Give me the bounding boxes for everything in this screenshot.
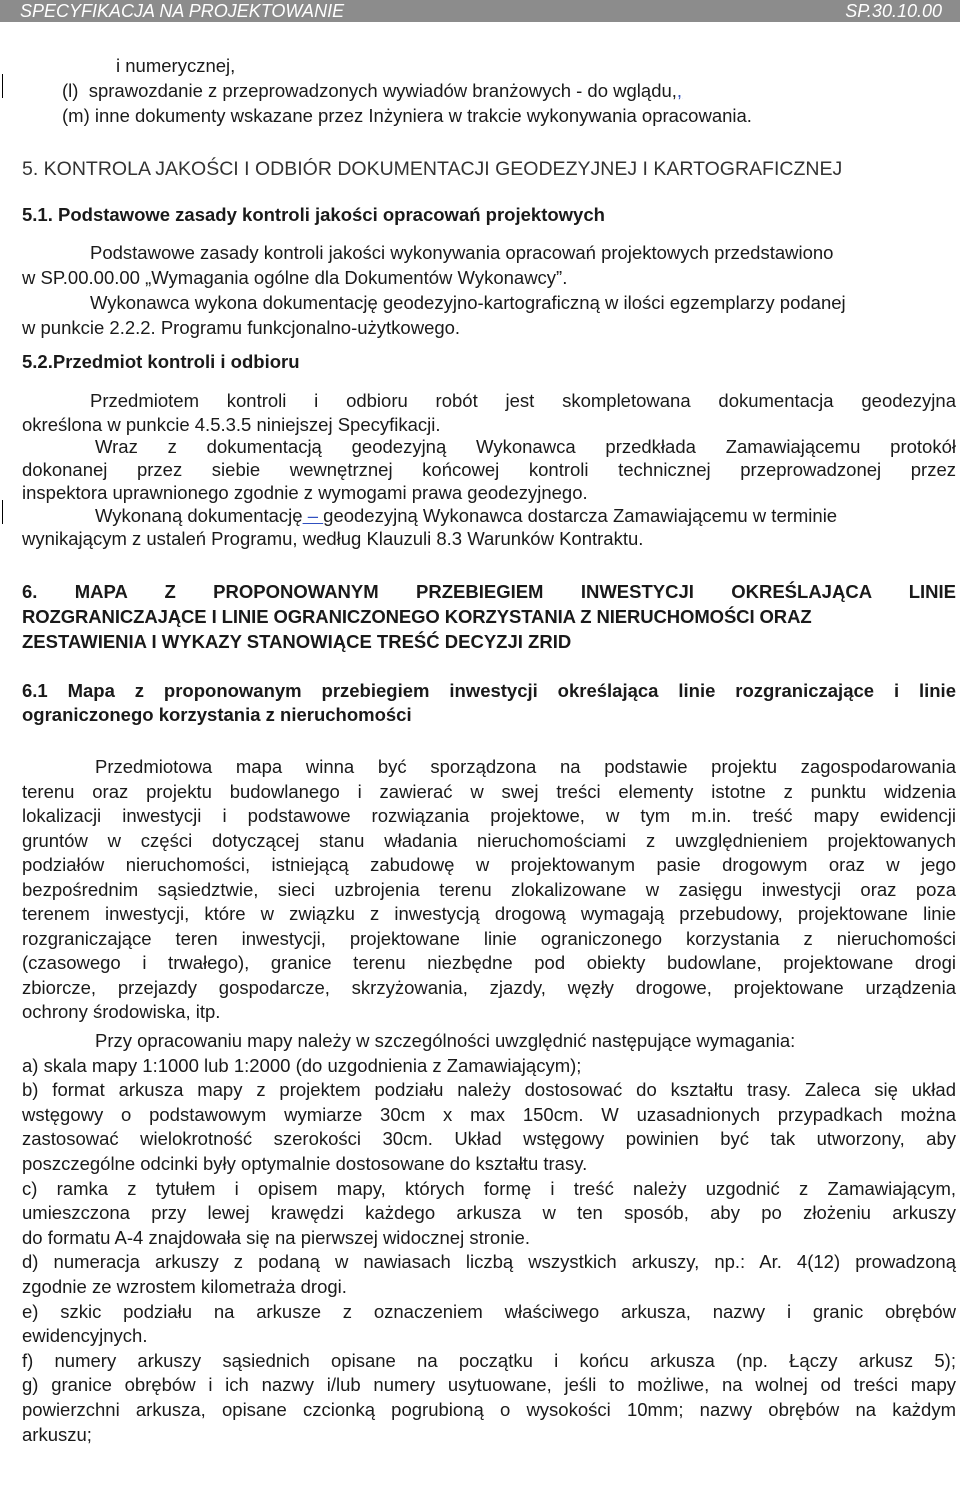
paragraph-line: ochrony środowiska, itp. [22, 1001, 221, 1022]
section-6-heading-line: ZESTAWIENIA I WYKAZY STANOWIĄCE TREŚĆ DECYZJI ZRID [22, 631, 572, 652]
section-6-heading-line: ROZGRANICZAJĄCE I LINIE OGRANICZONEGO KORZYSTANIA Z NIERUCHOMOŚCI ORAZ [22, 606, 812, 627]
paragraph-line: zastosować wielokrotność szerokości 30cm. Układ wstęgowy powinien być tak utworzony, aby [22, 1128, 956, 1150]
paragraph-line: b) format arkusza mapy z projektem podziału należy dostosować do kształtu trasy. Zaleca się układ [22, 1079, 956, 1101]
paragraph-line: gruntów w części dotyczącej stanu władania nieruchomościami z uwzględnieniem projektowanych [22, 829, 956, 851]
paragraph-line: Wykonawca wykona dokumentację geodezyjno-kartograficzną w ilości egzemplarzy podanej [90, 292, 846, 313]
paragraph-line: e) szkic podziału na arkusze z oznaczeniem właściwego arkusza, nazwy i granic obrębów [22, 1300, 956, 1322]
paragraph-line: Przedmiotowa mapa winna być sporządzona na podstawie projektu zagospodarowania [95, 756, 956, 777]
paragraph-line: określona w punkcie 4.5.3.5 niniejszej Specyfikacji. [22, 414, 441, 435]
change-bar [2, 74, 3, 98]
paragraph-line: ewidencyjnych. [22, 1325, 148, 1347]
section-6-1-heading-line: ograniczonego korzystania z nieruchomości [22, 704, 412, 725]
header-title: SPECYFIKACJA NA PROJEKTOWANIE [20, 1, 345, 21]
paragraph-line: Przedmiotem kontroli i odbioru robót jest skompletowana dokumentacja geodezyjna [90, 390, 956, 411]
section-5-2-heading: 5.2.Przedmiot kontroli i odbioru [22, 351, 300, 372]
list-item-k-tail: i numerycznej, [116, 55, 236, 76]
paragraph-line: poszczególne odcinki były optymalnie dostosowane do kształtu trasy. [22, 1153, 588, 1174]
paragraph-line: rozgraniczające teren inwestycji, projektowane linie ograniczonego korzystania z nieruchomości [22, 927, 956, 949]
paragraph-line: wynikającym z ustaleń Programu, według Klauzuli 8.3 Warunków Kontraktu. [22, 528, 644, 549]
paragraph-line: terenem inwestycji, które w związku z inwestycją drogową wymagają przebudowy, projektowane linie [22, 903, 956, 924]
paragraph-line: do formatu A-4 znajdowała się na pierwszej widocznej stronie. [22, 1226, 530, 1248]
paragraph-line: dokonanej przez siebie wewnętrznej końcowej kontroli technicznej przeprowadzonej przez [22, 459, 956, 480]
paragraph-line: powierzchni arkusza, opisane czcionką pogrubioną o wysokości 10mm; nazwy obrębów na każdym [22, 1399, 956, 1420]
section-5-1-heading: 5.1. Podstawowe zasady kontroli jakości opracowań projektowych [22, 204, 605, 225]
paragraph-line: zbiorcze, przejazdy gospodarcze, skrzyżowania, zjazdy, węzły drogowe, projektowane urządzenia [22, 976, 956, 998]
paragraph-line: a) skala mapy 1:1000 lub 1:2000 (do uzgodnienia z Zamawiającym); [22, 1054, 582, 1076]
paragraph-line: podziałów nieruchomości, istniejącą zabudowę w projektowanym pasie drogowym oraz w jego [22, 854, 956, 875]
paragraph-line: f) numery arkuszy sąsiednich opisane na początku i końcu arkusza (np. Łączy arkusz 5); [22, 1349, 956, 1371]
text-span: geodezyjną Wykonawca dostarcza Zamawiającemu w terminie [323, 505, 838, 526]
section-6-1-heading-line: 6.1 Mapa z proponowanym przebiegiem inwestycji określająca linie rozgraniczające i linie [22, 680, 956, 701]
header-code: SP.30.10.00 [845, 1, 942, 21]
change-bar [2, 500, 3, 524]
paragraph-line: g) granice obrębów i ich nazwy i/lub numery usytuowane, jeśli to możliwe, na wolnej od treści mapy [22, 1374, 956, 1396]
list-item-l [62, 79, 682, 104]
paragraph-line: umieszczona przy lewej krawędzi każdego arkusza w ten sposób, aby po złożeniu arkuszy [22, 1202, 956, 1224]
paragraph-line: wstęgowy o podstawowym wymiarze 30cm x max 150cm. W uzasadnionych przypadkach można [22, 1103, 956, 1125]
section-6-heading-line: 6. MAPA Z PROPONOWANYM PRZEBIEGIEM INWESTYCJI OKREŚLAJĄCA LINIE [22, 581, 956, 602]
paragraph-line: Podstawowe zasady kontroli jakości wykonywania opracowań projektowych przedstawiono [90, 242, 834, 263]
paragraph-line [95, 504, 956, 529]
paragraph-line: inspektora uprawnionego zgodnie z wymogami prawa geodezyjnego. [22, 482, 588, 503]
paragraph-line: terenu oraz projektu budowlanego i zawierać w swej treści elementy istotne z punktu widzenia [22, 780, 956, 802]
paragraph-line: c) ramka z tytułem i opisem mapy, których formę i treść należy uzgodnić z Zamawiającym, [22, 1177, 956, 1199]
list-marker: (m) [62, 105, 90, 126]
paragraph-line: zgodnie ze wzrostem kilometraża drogi. [22, 1276, 347, 1297]
list-text: sprawozdanie z przeprowadzonych wywiadów branżowych - do wglądu, [88, 80, 677, 101]
list-item-m [62, 104, 752, 129]
paragraph-line: d) numeracja arkuszy z podaną w nawiasach liczbą wszystkich arkuszy, np.: Ar. 4(12) prowadzoną [22, 1251, 956, 1273]
paragraph-line: Wraz z dokumentacją geodezyjną Wykonawca przedkłada Zamawiającemu protokół [95, 436, 956, 457]
page-header [0, 0, 960, 22]
section-5-heading: 5. KONTROLA JAKOŚCI I ODBIÓR DOKUMENTACJI GEODEZYJNEJ I KARTOGRAFICZNEJ [22, 158, 843, 180]
text-span: Wykonaną dokumentację [95, 505, 303, 526]
revision-mark: – [302, 505, 324, 526]
list-marker: (l) [62, 80, 79, 101]
revision-mark: , [676, 80, 683, 101]
list-text: inne dokumenty wskazane przez Inżyniera w trakcie wykonywania opracowania. [94, 105, 752, 126]
paragraph-line: bezpośrednim sąsiedztwie, sieci uzbrojenia terenu zlokalizowane w zasięgu inwestycji oraz poza [22, 878, 956, 900]
paragraph-line: w SP.00.00.00 „Wymagania ogólne dla Dokumentów Wykonawcy”. [22, 267, 568, 288]
paragraph-line: Przy opracowaniu mapy należy w szczególności uwzględnić następujące wymagania: [95, 1030, 796, 1051]
paragraph-line: (czasowego i trwałego), granice terenu niezbędne pod obiekty budowlane, projektowane drogi [22, 952, 956, 973]
paragraph-line: lokalizacji inwestycji i podstawowe rozwiązania projektowe, w tym m.in. treść mapy ewidencji [22, 805, 956, 826]
paragraph-line: arkuszu; [22, 1423, 92, 1445]
paragraph-line: w punkcie 2.2.2. Programu funkcjonalno-użytkowego. [22, 317, 461, 338]
